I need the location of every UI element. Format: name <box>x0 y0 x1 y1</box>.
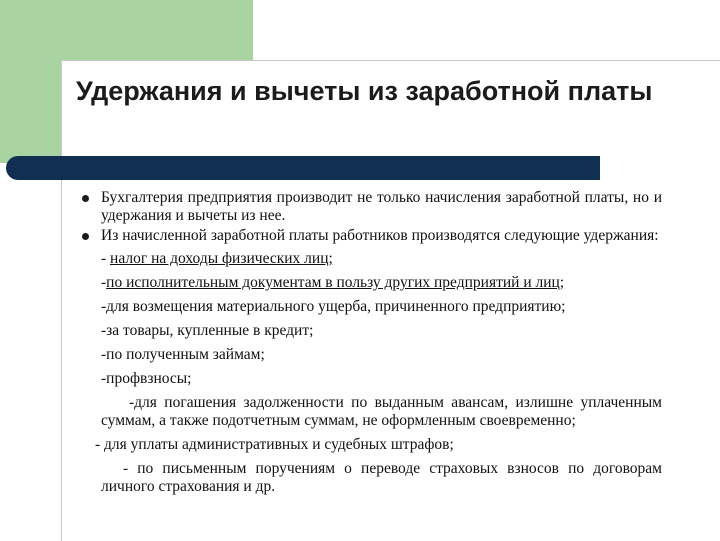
underlined-text: по исполнительным документам в пользу других предприятий и лиц; <box>106 274 565 291</box>
bullet-item <box>82 227 662 245</box>
underlined-text: налог на доходы физических лиц; <box>110 250 333 267</box>
bullet-text: Бухгалтерия предприятия производит не только начисления заработной платы, но и удержания и вычеты из нее. <box>101 189 662 224</box>
list-item: - налог на доходы физических лиц; <box>101 250 333 267</box>
deductions-list <box>82 250 662 496</box>
bullet-dot-icon <box>82 195 89 202</box>
list-item: -для возмещения материального ущерба, причиненного предприятию; <box>101 298 566 315</box>
list-item: - по письменным поручениям о переводе страховых взносов по договорам личного страхования и др. <box>101 460 662 495</box>
bullet-dot-icon <box>82 233 89 240</box>
list-item: -по полученным займам; <box>101 346 265 363</box>
bullet-text: Из начисленной заработной платы работников производятся следующие удержания: <box>101 227 659 244</box>
list-item: -по исполнительным документам в пользу других предприятий и лиц; <box>101 274 565 291</box>
title-divider-bar <box>6 156 600 180</box>
list-item: -профвзносы; <box>101 370 192 387</box>
slide-body <box>82 189 662 502</box>
bullet-item <box>82 189 662 225</box>
list-item: -для погашения задолженности по выданным авансам, излишне уплаченным суммам, а также подотчетным суммам, не оформленным своевременно; <box>101 394 662 429</box>
slide-title: Удержания и вычеты из заработной платы <box>76 76 653 106</box>
list-item: - для уплаты административных и судебных штрафов; <box>95 436 454 453</box>
list-item: -за товары, купленные в кредит; <box>101 322 314 339</box>
